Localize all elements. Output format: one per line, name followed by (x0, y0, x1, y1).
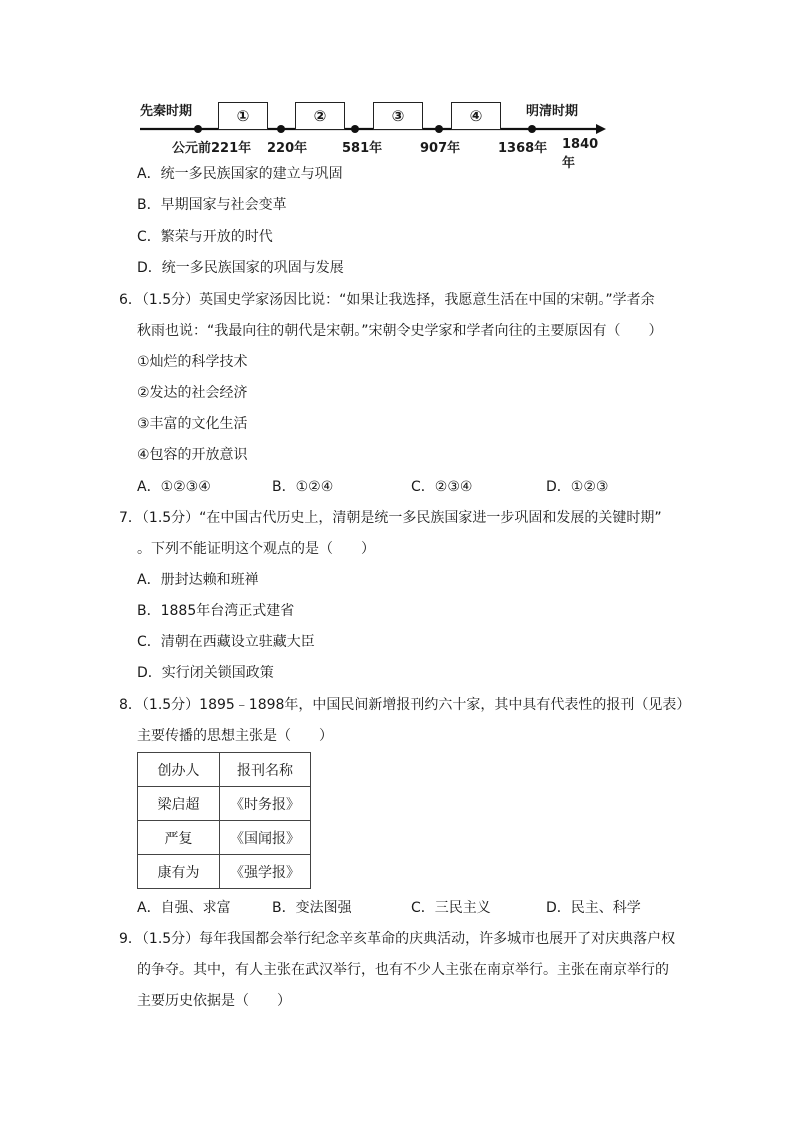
timeline-dot-1 (194, 125, 202, 133)
timeline-year-5: 1368年 (498, 141, 548, 156)
table-cell-newspaper: 《国闻报》 (220, 821, 311, 855)
q6-option-b: B．①②④ (272, 479, 334, 495)
table-header-founder: 创办人 (138, 753, 220, 787)
timeline-year-4: 907年 (420, 141, 461, 156)
q5-option-c: C．繁荣与开放的时代 (137, 229, 273, 245)
q8-option-a: A．自强、求富 (137, 900, 231, 916)
timeline-start-label: 先秦时期 (140, 104, 193, 119)
timeline-box-4: ④ (451, 102, 501, 130)
timeline-dot-4 (435, 125, 443, 133)
q5-option-d: D．统一多民族国家的巩固与发展 (137, 260, 344, 276)
table-cell-founder: 康有为 (138, 855, 220, 889)
q8-option-d: D．民主、科学 (546, 900, 641, 916)
q8-option-b: B．变法图强 (272, 900, 352, 916)
q8-stem-line2: 主要传播的思想主张是（ ） (137, 728, 333, 744)
q6-item-1: ①灿烂的科学技术 (137, 354, 248, 370)
q6-item-4: ④包容的开放意识 (137, 447, 248, 463)
q7-option-c: C．清朝在西藏设立驻藏大臣 (137, 634, 315, 650)
timeline-year-6: 1840年 (562, 137, 599, 171)
q8-stem-line1: 8．（1.5分）1895﹣1898年，中国民间新增报刊约六十家，其中具有代表性的报刊（见表） (119, 697, 691, 713)
timeline-year-2: 220年 (267, 141, 308, 156)
table-row (138, 821, 311, 855)
q6-option-a: A．①②③④ (137, 479, 211, 495)
q6-option-c: C．②③④ (411, 479, 473, 495)
table-row (138, 855, 311, 889)
q6-stem-line2: 秋雨也说：“我最向往的朝代是宋朝。”宋朝令史学家和学者向往的主要原因有（ ） (137, 323, 663, 339)
table-header-newspaper: 报刊名称 (220, 753, 311, 787)
timeline-dot-5 (528, 125, 536, 133)
q6-stem-line1: 6．（1.5分）英国史学家汤因比说：“如果让我选择，我愿意生活在中国的宋朝。”学者余 (119, 292, 655, 308)
q5-option-b: B．早期国家与社会变革 (137, 197, 287, 213)
q9-stem-line2: 的争夺。其中，有人主张在武汉举行，也有不少人主张在南京举行。主张在南京举行的 (137, 962, 669, 978)
q7-option-b: B．1885年台湾正式建省 (137, 603, 295, 619)
q7-option-a: A．册封达赖和班禅 (137, 572, 259, 588)
timeline-box-1: ① (218, 102, 268, 130)
table-cell-founder: 严复 (138, 821, 220, 855)
q7-option-d: D．实行闭关锁国政策 (137, 665, 274, 681)
table-cell-founder: 梁启超 (138, 787, 220, 821)
q8-newspaper-table (137, 752, 311, 889)
table-cell-newspaper: 《时务报》 (220, 787, 311, 821)
q8-option-c: C．三民主义 (411, 900, 491, 916)
q6-item-2: ②发达的社会经济 (137, 385, 248, 401)
q9-stem-line3: 主要历史依据是（ ） (137, 993, 291, 1009)
table-row (138, 787, 311, 821)
timeline-box-2: ② (295, 102, 345, 130)
timeline-year-1: 公元前221年 (172, 141, 252, 156)
table-cell-newspaper: 《强学报》 (220, 855, 311, 889)
q5-option-a: A．统一多民族国家的建立与巩固 (137, 166, 343, 182)
timeline-figure (130, 92, 610, 171)
timeline-end-label: 明清时期 (526, 104, 579, 119)
table-header-row (138, 753, 311, 787)
q6-item-3: ③丰富的文化生活 (137, 416, 248, 432)
timeline-box-3: ③ (373, 102, 423, 130)
q7-stem-line1: 7．（1.5分）“在中国古代历史上，清朝是统一多民族国家进一步巩固和发展的关键时期” (119, 510, 662, 526)
timeline-dot-2 (277, 125, 285, 133)
q7-stem-line2: 。下列不能证明这个观点的是（ ） (137, 541, 375, 557)
timeline-year-3: 581年 (342, 141, 383, 156)
q6-option-d: D．①②③ (546, 479, 609, 495)
q9-stem-line1: 9．（1.5分）每年我国都会举行纪念辛亥革命的庆典活动，许多城市也展开了对庆典落户权 (119, 931, 676, 947)
timeline-dot-3 (351, 125, 359, 133)
